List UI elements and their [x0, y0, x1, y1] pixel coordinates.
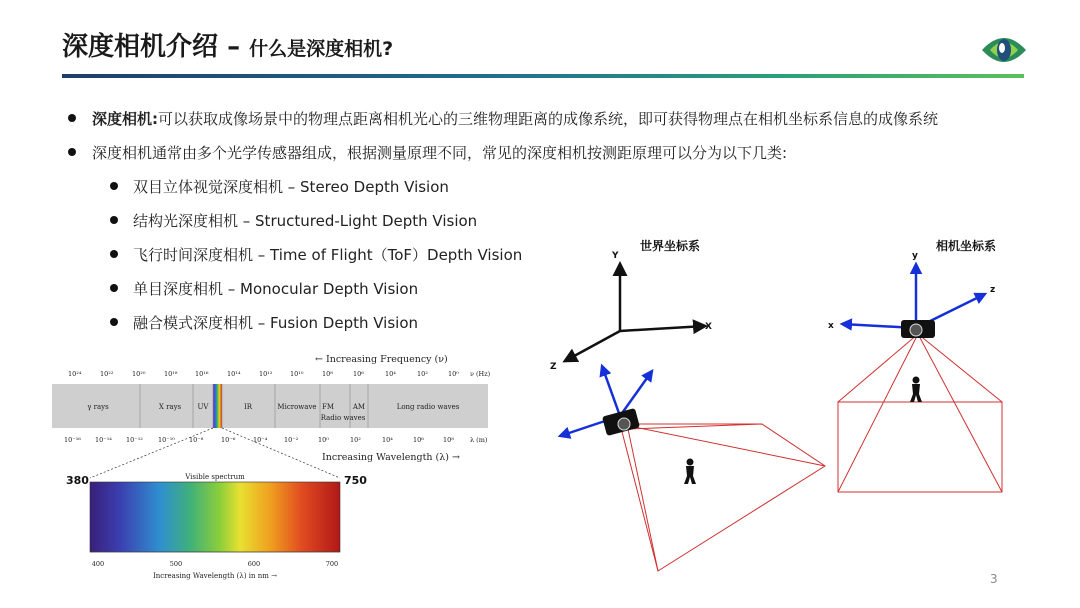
bullet-dot [68, 148, 76, 156]
bullet-composition: 深度相机通常由多个光学传感器组成，根据测量原理不同，常见的深度相机按测距原理可以分为以下几类: [92, 144, 788, 162]
sub-bullet-dot [110, 250, 118, 258]
world-axis-z: Z [550, 362, 557, 372]
freq-tick: 10¹⁸ [164, 370, 178, 378]
band-radio: Radio waves [320, 414, 366, 422]
wave-tick: 10⁻⁸ [189, 436, 204, 444]
freq-tick: 10⁰ [448, 370, 459, 378]
wave-tick: 10² [350, 436, 361, 444]
wave-tick: 10⁻¹² [126, 436, 143, 444]
freq-tick: 10²² [100, 370, 114, 378]
visible-tick: 700 [325, 560, 339, 568]
left-camera-frustum [620, 424, 825, 571]
world-axis-y: Y [612, 251, 619, 261]
camera-coordinate-label: 相机坐标系 [936, 239, 997, 253]
right-camera-icon [901, 320, 935, 338]
wavelength-axis-title: Increasing Wavelength (λ) → [322, 452, 460, 463]
freq-tick: 10¹² [259, 370, 273, 378]
frequency-axis-title: ← Increasing Frequency (ν) [315, 354, 448, 365]
world-axis-x: X [705, 322, 712, 332]
world-coordinate-label: 世界坐标系 [640, 239, 701, 253]
page-title [62, 26, 393, 63]
band-gamma: γ rays [87, 403, 109, 411]
title-underline [62, 74, 1024, 78]
wave-tick: 10⁶ [413, 436, 424, 444]
list-item-monocular: 单目深度相机 – Monocular Depth Vision [133, 280, 419, 298]
left-camera-icon [602, 408, 640, 436]
wave-tick: 10⁴ [382, 436, 393, 444]
sub-bullet-dot [110, 182, 118, 190]
title-main: 深度相机介绍 [62, 32, 219, 62]
title-separator: – [218, 32, 250, 62]
left-person-icon [684, 459, 696, 485]
wave-tick: λ (m) [470, 436, 488, 444]
right-person-icon [910, 377, 922, 403]
camera-axis-x: x [828, 321, 834, 331]
visible-tick: 600 [247, 560, 261, 568]
visible-tick: 400 [91, 560, 105, 568]
freq-tick: ν (Hz) [470, 370, 491, 378]
freq-tick: 10²⁰ [132, 370, 146, 378]
coordinate-systems-diagram [540, 236, 1020, 572]
logo-icon [980, 30, 1028, 70]
band-am: AM [352, 403, 366, 411]
visible-max-label: 750 [344, 474, 367, 487]
band-fm: FM [321, 403, 335, 411]
sub-bullet-dot [110, 216, 118, 224]
definition-term: 深度相机: [92, 110, 158, 128]
freq-tick: 10²⁴ [68, 370, 82, 378]
freq-tick: 10¹⁴ [227, 370, 241, 378]
freq-tick: 10⁸ [322, 370, 333, 378]
band-microwave: Microwave [277, 403, 317, 411]
bullet-definition [92, 108, 938, 129]
camera-axis-y: y [912, 251, 918, 261]
sub-bullet-dot [110, 284, 118, 292]
freq-tick: 10⁴ [385, 370, 396, 378]
bullet-dot [68, 114, 76, 122]
list-item-structured-light: 结构光深度相机 – Structured-Light Depth Vision [133, 212, 478, 230]
definition-text: 可以获取成像场景中的物理点距离相机光心的三维物理距离的成像系统，即可获得物理点在相机坐标系信息的成像系统 [158, 110, 939, 128]
list-item-stereo: 双目立体视觉深度相机 – Stereo Depth Vision [133, 178, 449, 196]
visible-axis-title: Increasing Wavelength (λ) in nm → [152, 572, 278, 580]
right-camera-frustum [838, 334, 1002, 492]
visible-band [213, 384, 222, 428]
band-long-radio: Long radio waves [396, 403, 460, 411]
visible-spectrum-gradient [90, 482, 340, 552]
wave-tick: 10⁻⁶ [221, 436, 236, 444]
visible-spectrum-title: Visible spectrum [185, 473, 245, 481]
wave-tick: 10⁻¹⁴ [95, 436, 112, 444]
freq-tick: 10¹⁶ [195, 370, 209, 378]
wave-tick: 10⁻¹⁶ [64, 436, 81, 444]
band-xray: X rays [158, 403, 182, 411]
band-ir: IR [243, 403, 253, 411]
wave-tick: 10⁻⁴ [253, 436, 268, 444]
band-uv: UV [197, 403, 209, 411]
sub-bullet-dot [110, 318, 118, 326]
visible-tick: 500 [169, 560, 183, 568]
wave-tick: 10⁻¹⁰ [158, 436, 175, 444]
wave-tick: 10⁻² [284, 436, 299, 444]
page-number: 3 [990, 572, 998, 586]
visible-min-label: 380 [66, 474, 89, 487]
freq-tick: 10¹⁰ [290, 370, 304, 378]
title-subtitle: 什么是深度相机? [249, 38, 394, 60]
wave-tick: 10⁸ [443, 436, 454, 444]
list-item-tof: 飞行时间深度相机 – Time of Flight（ToF）Depth Vision [133, 246, 523, 264]
list-item-fusion: 融合模式深度相机 – Fusion Depth Vision [133, 314, 419, 332]
wave-tick: 10⁰ [318, 436, 329, 444]
camera-axis-z: z [990, 285, 996, 295]
freq-tick: 10⁶ [353, 370, 364, 378]
freq-tick: 10² [417, 370, 428, 378]
electromagnetic-spectrum-figure [50, 348, 500, 588]
